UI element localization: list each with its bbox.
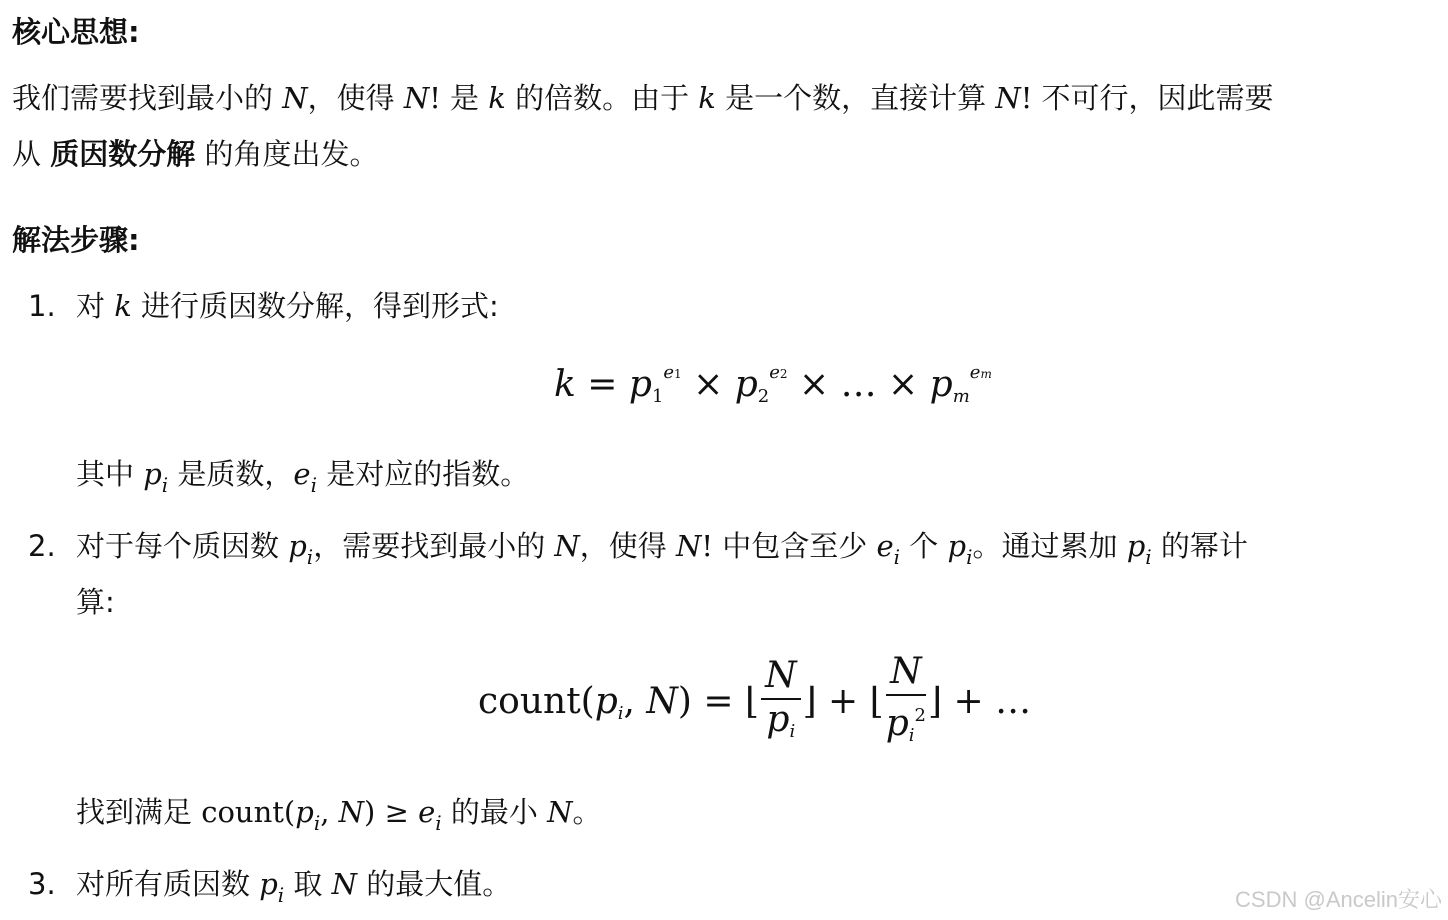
factorization-formula: $k = p1^{e1} \times p2^{e2}$ × … × $pm^{em}$	[554, 362, 992, 407]
step1-note: 其中 $p_i$ 是质数，$e_i$ 是对应的指数。	[76, 457, 530, 497]
list-number-2: 2.	[28, 529, 56, 563]
step2-note: 找到满足 $count(p_i$, $N) \ge e_i$ 的最小 N。	[76, 795, 602, 835]
count-formula: count(pi, N) = ⌊ $\frac{N}{pi}$ ⌋ + ⌊ $\frac{N}{pi^2}$ ⌋ + …	[478, 652, 1031, 756]
intro-line-1: 我们需要找到最小的 N，使得 N! 是 k 的倍数。由于 k 是一个数，直接计算 N! 不可行，因此需要	[12, 81, 1274, 115]
step3-text: 对所有质因数 $p_i$ 取 N 的最大值。	[76, 867, 512, 907]
heading-solution-steps: 解法步骤:	[12, 223, 140, 257]
csdn-watermark: CSDN @Ancelin安心	[1235, 887, 1442, 912]
fraction-n-over-p: $\frac{N}{pi}$	[761, 656, 801, 752]
step1-text: 对 k 进行质因数分解，得到形式:	[76, 289, 499, 323]
step2-text-line-1: 对于每个质因数 $p_i$，需要找到最小的 N，使得 N! 中包含至少 $e_i$ 个 $p_i$。通过累加 $p_i$ 的幂计	[76, 529, 1248, 569]
intro-line-2: 从 质因数分解 的角度出发。	[12, 137, 379, 171]
fraction-n-over-p-squared: $\frac{N}{pi^2}$	[885, 651, 926, 746]
list-number-3: 3.	[28, 867, 56, 901]
emphasis-prime-factorization: 质因数分解	[50, 137, 196, 171]
step2-text-line-2: 算:	[76, 585, 115, 619]
heading-core-idea: 核心思想:	[12, 15, 140, 49]
list-number-1: 1.	[28, 289, 56, 323]
